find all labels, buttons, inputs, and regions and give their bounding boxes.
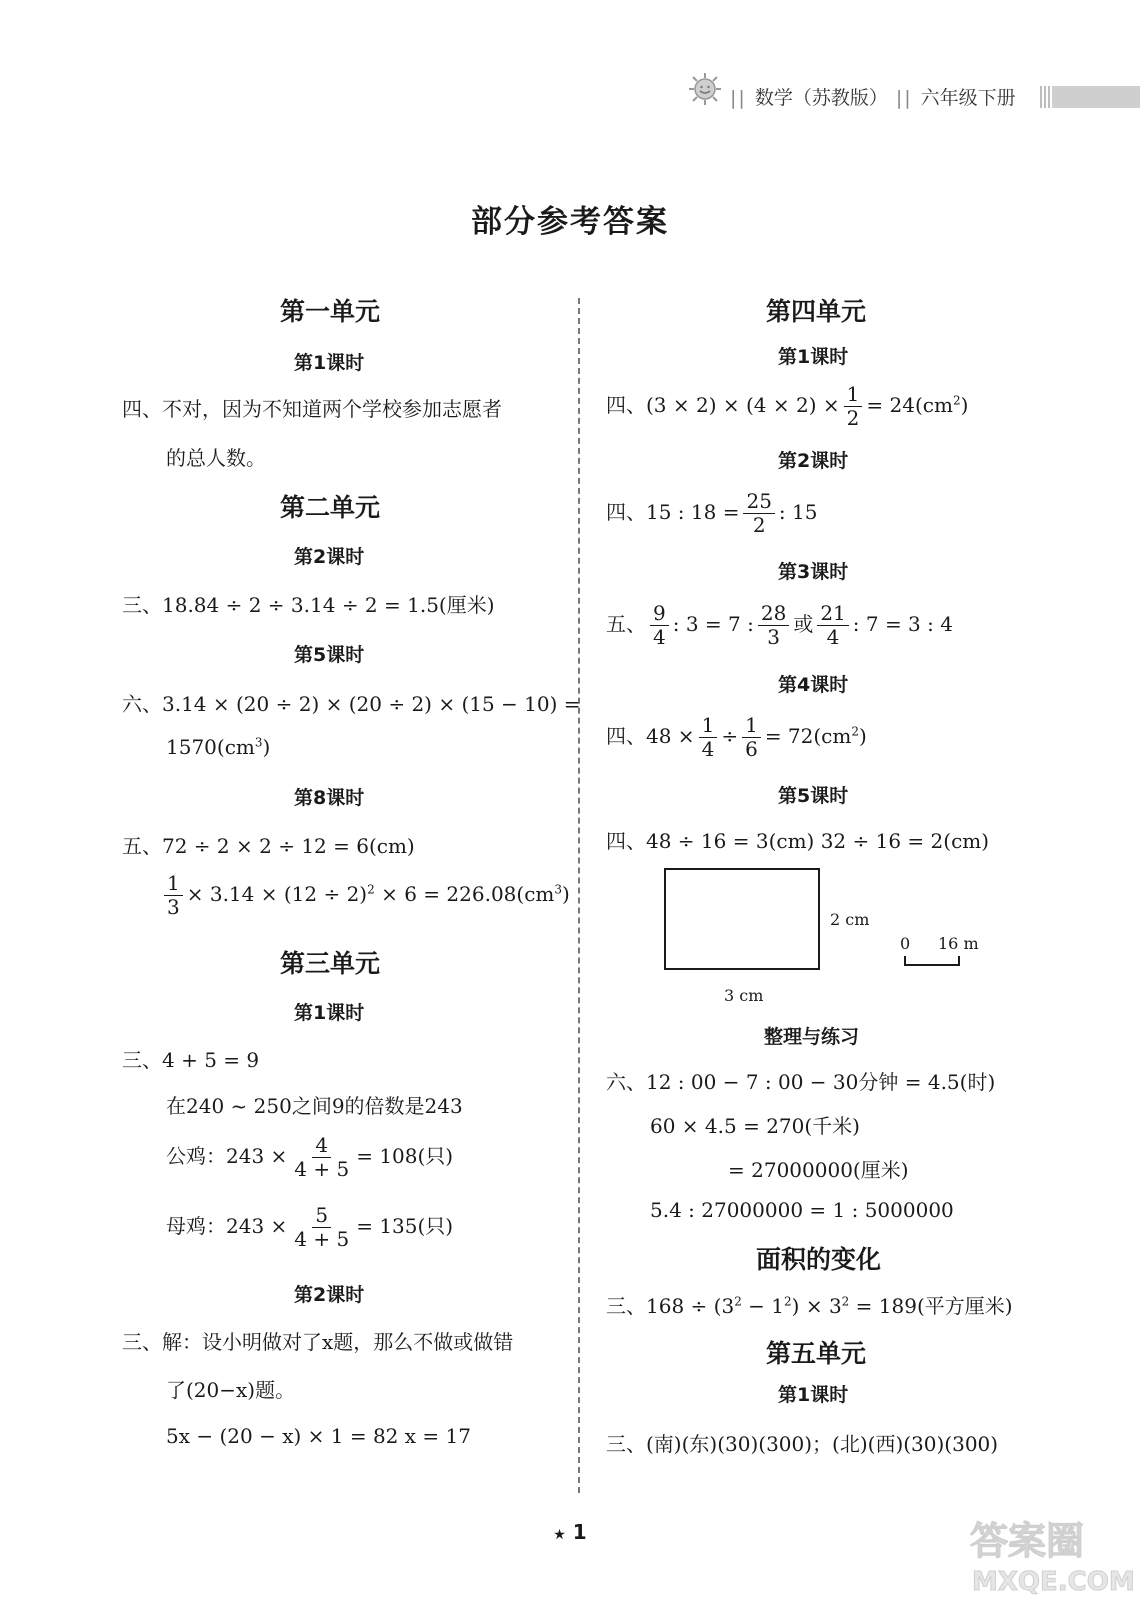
header-grade: 六年级下册 — [920, 87, 1016, 109]
lesson-title: 第2课时 — [294, 546, 365, 568]
watermark-logo — [960, 1510, 1138, 1598]
header-separator: || — [895, 87, 913, 109]
lesson-title: 整理与练习 — [764, 1026, 860, 1048]
answer-line: 三、4 + 5 = 9 — [122, 1048, 260, 1072]
lesson-title: 第3课时 — [778, 561, 849, 583]
fraction: $\frac{1}{6}$ — [742, 714, 761, 761]
answer-line: 四、48 ÷ 16 = 3(cm) 32 ÷ 16 = 2(cm) — [606, 829, 990, 853]
lesson-title: 第1课时 — [778, 1384, 849, 1406]
page-number: 1 — [572, 1520, 587, 1544]
answer-line: 三、$168 \div (3^2 - 1^2) \times 3^2 = 189$(平方厘米) — [606, 1294, 1013, 1318]
answer-line: 60 × 4.5 = 270(千米) — [650, 1114, 860, 1138]
answer-line: 六、3.14 × (20 ÷ 2) × (20 ÷ 2) × (15 − 10) = — [122, 692, 581, 716]
lesson-title: 第1课时 — [778, 346, 849, 368]
answer-line: 四、48 × $\frac{1}{4}$ ÷ $\frac{1}{6}$ = $72(cm^2)$ — [606, 713, 867, 761]
answer-line: 的总人数。 — [166, 446, 266, 470]
lesson-title: 第1课时 — [294, 1002, 365, 1024]
lesson-title: 第1课时 — [294, 352, 365, 374]
answer-line: 四、(3 × 2) × (4 × 2) × $\frac{1}{2}$ = $24(cm^2)$ — [606, 382, 969, 430]
answer-line: $1570(cm^3)$ — [166, 735, 271, 759]
scale-label: 0 — [900, 934, 911, 953]
header-bar — [1052, 86, 1140, 108]
answer-line: 了(20−x)题。 — [166, 1378, 296, 1402]
fraction: $\frac{1}{3}$ — [164, 872, 183, 919]
unit-5-title: 第五单元 — [766, 1339, 867, 1368]
dimension-label: 3 cm — [724, 986, 764, 1005]
dimension-label: 2 cm — [830, 910, 870, 929]
answer-line: 五、 $\frac{9}{4}$ : 3 = 7 : $\frac{28}{3}$ 或 $\frac{21}{4}$ : 7 = 3 : 4 — [606, 601, 953, 649]
lesson-title: 第5课时 — [294, 644, 365, 666]
answer-line: 三、(南)(东)(30)(300)；(北)(西)(30)(300) — [606, 1432, 999, 1456]
answer-line: 三、解：设小明做对了x题，那么不做或做错 — [122, 1330, 514, 1354]
svg-text:MXQE.COM: MXQE.COM — [972, 1567, 1135, 1597]
fraction: $\frac{5}{4 + 5}$ — [294, 1203, 350, 1251]
answer-line: 5x − (20 − x) × 1 = 82 x = 17 — [166, 1424, 471, 1448]
header-separator: || — [730, 87, 747, 109]
answer-line: 在240 ~ 250之间9的倍数是243 — [166, 1094, 463, 1118]
page-title: 部分参考答案 — [471, 204, 669, 240]
star-icon: ★ — [553, 1527, 566, 1543]
scale-bar — [904, 956, 960, 966]
answer-line: 三、18.84 ÷ 2 ÷ 3.14 ÷ 2 = 1.5(厘米) — [122, 593, 495, 617]
answer-line: = 27000000(厘米) — [728, 1158, 909, 1182]
scale-label: 16 m — [938, 934, 979, 953]
answer-line: 五、72 ÷ 2 × 2 ÷ 12 = 6(cm) — [122, 834, 415, 858]
answer-line: 母鸡：243 × $\frac{5}{4 + 5}$ = 135(只) — [166, 1203, 454, 1251]
answer-line: 5.4 : 27000000 = 1 : 5000000 — [650, 1198, 954, 1222]
answer-line: 四、不对，因为不知道两个学校参加志愿者 — [122, 397, 502, 421]
answer-line: $\frac{1}{3}$ × $3.14 \times (12 \div 2)^2 \times 6 = 226.08(cm^3)$ — [160, 872, 570, 919]
fraction: $\frac{4}{4 + 5}$ — [294, 1133, 350, 1181]
header-stripes — [1040, 86, 1050, 108]
lesson-title: 第8课时 — [294, 787, 365, 809]
page-header — [730, 84, 1016, 112]
column-divider — [578, 298, 580, 1493]
unit-3-title: 第三单元 — [280, 949, 381, 978]
svg-text:答案圈: 答案圈 — [970, 1519, 1085, 1563]
lesson-title: 第2课时 — [294, 1284, 365, 1306]
fraction: $\frac{1}{2}$ — [844, 383, 863, 430]
answer-line: 四、15 : 18 = $\frac{25}{2}$ : 15 — [606, 489, 818, 537]
answer-line: 公鸡：243 × $\frac{4}{4 + 5}$ = 108(只) — [166, 1133, 454, 1181]
fraction: $\frac{25}{2}$ — [743, 490, 774, 537]
fraction: $\frac{1}{4}$ — [699, 714, 718, 761]
unit-1-title: 第一单元 — [280, 297, 381, 326]
lesson-title: 第5课时 — [778, 785, 849, 807]
lesson-title: 第4课时 — [778, 674, 849, 696]
lesson-title: 第2课时 — [778, 450, 849, 472]
sun-icon — [688, 72, 722, 106]
fraction: $\frac{9}{4}$ — [650, 602, 669, 649]
fraction: $\frac{21}{4}$ — [817, 602, 848, 649]
answer-line: 六、12 : 00 − 7 : 00 − 30分钟 = 4.5(时) — [606, 1070, 996, 1094]
scale-drawing-rectangle — [664, 868, 820, 970]
fraction: $\frac{28}{3}$ — [758, 602, 789, 649]
area-change-title: 面积的变化 — [756, 1245, 882, 1274]
unit-4-title: 第四单元 — [766, 297, 867, 326]
unit-2-title: 第二单元 — [280, 493, 381, 522]
header-subject: 数学（苏教版） — [754, 87, 888, 109]
